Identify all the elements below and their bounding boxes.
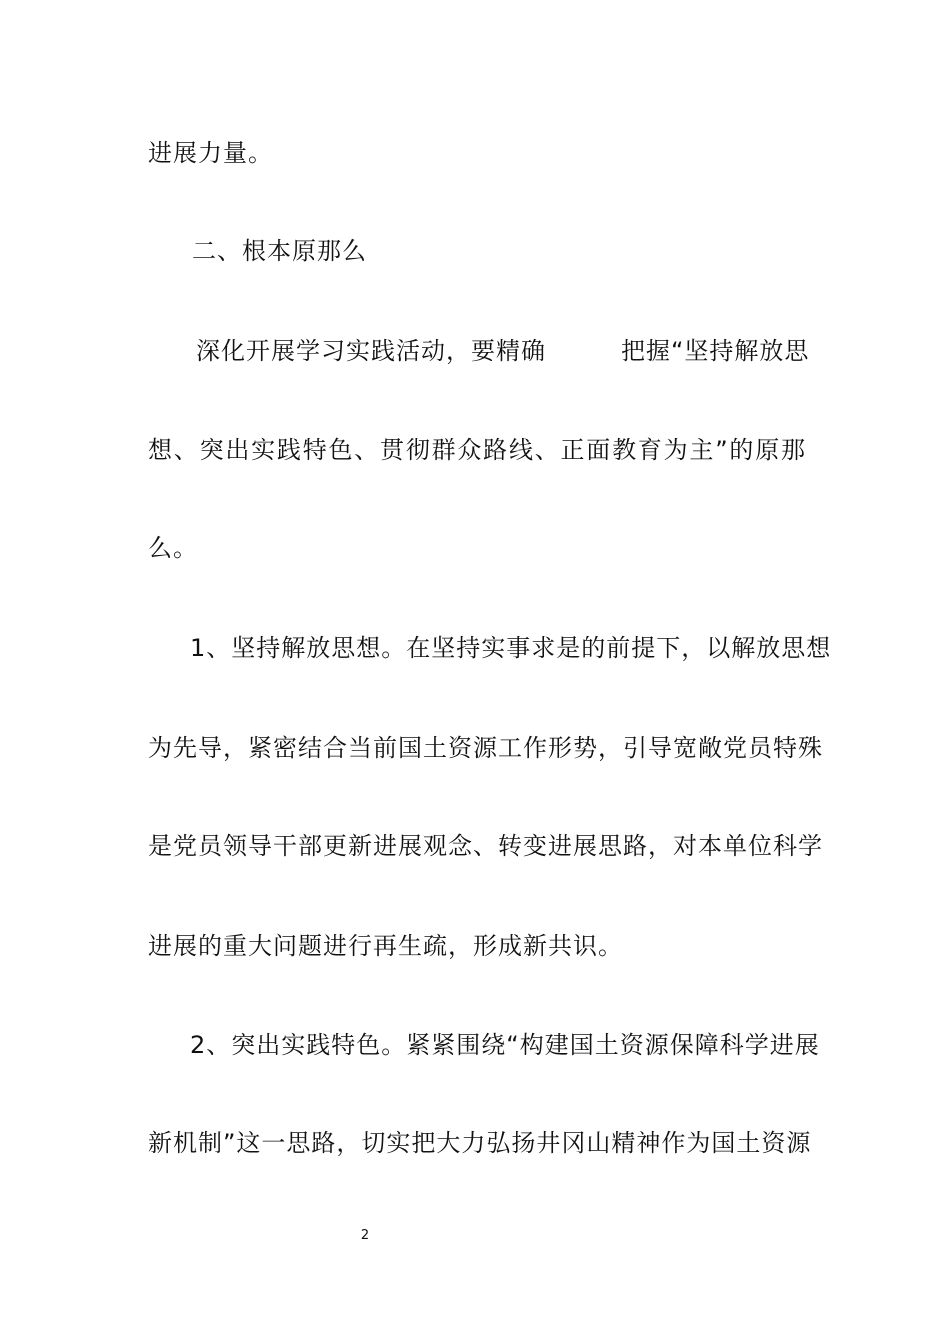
section-heading: 二、根本原那么 (192, 237, 367, 265)
text-line-3: 深化开展学习实践活动，要精确 把握“坚持解放思 (196, 337, 810, 365)
text-line-1: 进展力量。 (148, 139, 273, 167)
text-line-9: 进展的重大问题进行再生疏，形成新共识。 (148, 932, 623, 960)
text-line-11: 新机制”这一思路，切实把大力弘扬井冈山精神作为国土资源 (148, 1129, 812, 1157)
text-line-8: 是党员领导干部更新进展观念、转变进展思路，对本单位科学 (148, 832, 823, 860)
text-line-4: 想、突出实践特色、贯彻群众路线、正面教育为主”的原那 (148, 436, 806, 464)
page-number: 2 (360, 1228, 370, 1243)
text-line-10: 2、突出实践特色。紧紧围绕“构建国土资源保障科学进展 (190, 1031, 820, 1059)
text-line-6: 1、坚持解放思想。在坚持实事求是的前提下，以解放思想 (190, 634, 832, 662)
text-line-7: 为先导，紧密结合当前国土资源工作形势，引导宽敞党员特殊 (148, 734, 823, 762)
text-line-5: 么。 (148, 534, 198, 562)
